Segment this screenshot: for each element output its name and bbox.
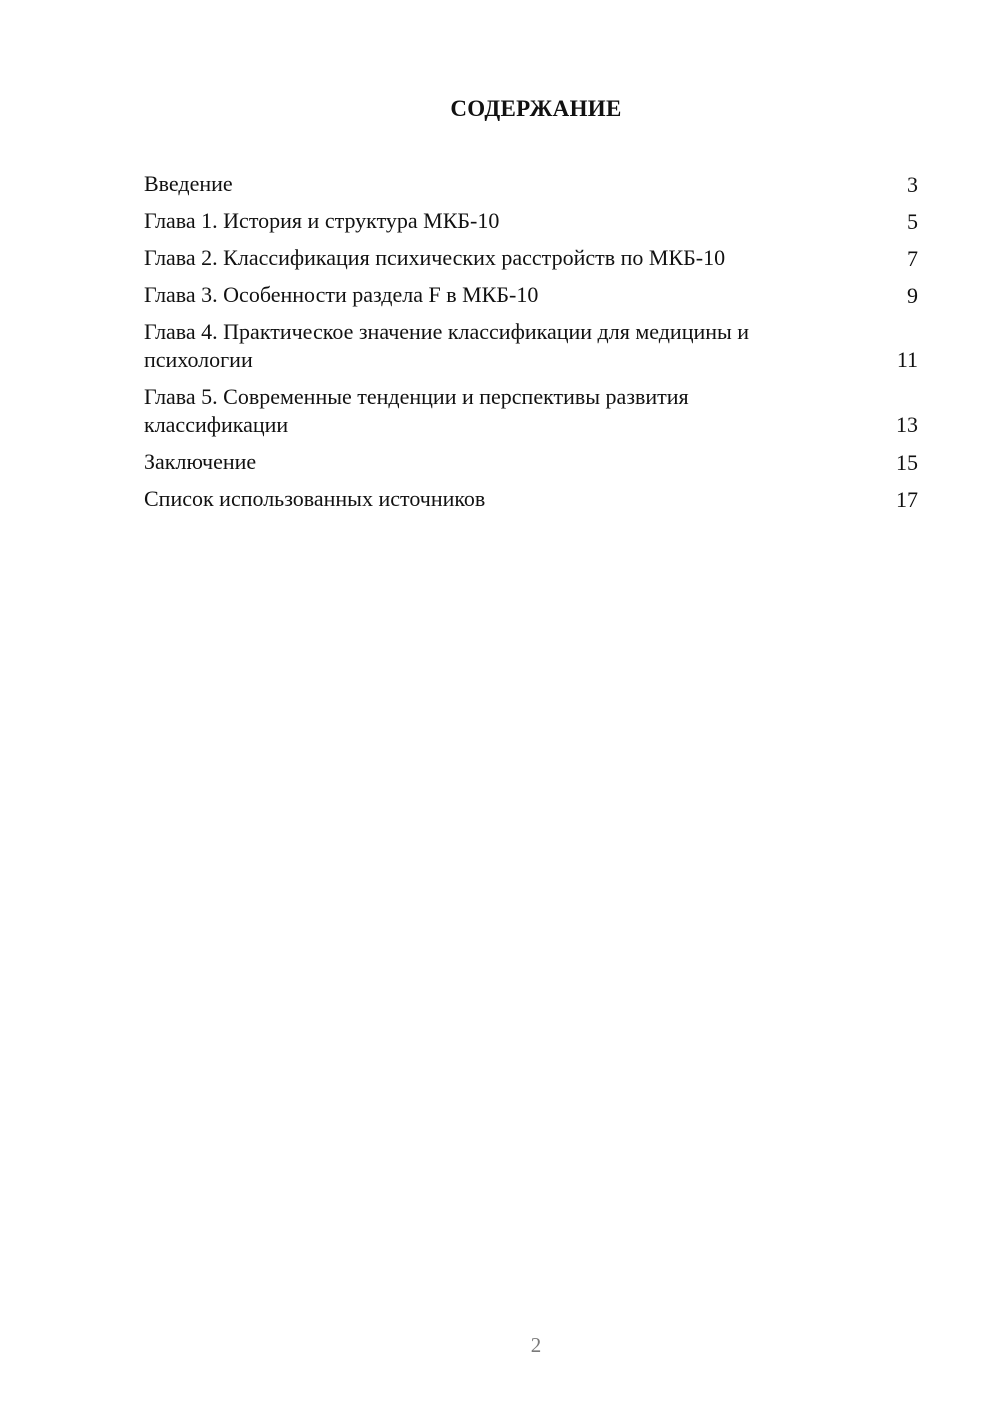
toc-entry-title: Глава 2. Классификация психических расстройств по МКБ-10 bbox=[144, 245, 726, 270]
toc-entry-chapter-2 bbox=[144, 244, 918, 281]
toc-entry-title: Глава 3. Особенности раздела F в МКБ-10 bbox=[144, 282, 539, 307]
page-title: СОДЕРЖАНИЕ bbox=[450, 96, 622, 121]
toc-entry-page: 15 bbox=[896, 450, 918, 475]
page-number: 2 bbox=[530, 1333, 542, 1357]
toc-entry-conclusion bbox=[144, 448, 918, 485]
toc-entry-title: Глава 1. История и структура МКБ-10 bbox=[144, 208, 500, 233]
toc-entry-chapter-4 bbox=[144, 318, 918, 383]
toc-entry-title: Список использованных источников bbox=[144, 486, 486, 511]
toc-entry-title: Заключение bbox=[144, 449, 257, 474]
toc-entry-page: 9 bbox=[907, 283, 918, 308]
toc-entry-title: Введение bbox=[144, 171, 233, 196]
toc-entry-page: 13 bbox=[896, 412, 918, 437]
toc-entry-title: Глава 5. Современные тенденции и перспективы развития классификации bbox=[144, 384, 689, 437]
toc-entry-page: 5 bbox=[907, 209, 918, 234]
toc-entry-chapter-1 bbox=[144, 207, 918, 244]
toc-entry-page: 7 bbox=[907, 246, 918, 271]
toc-entry-chapter-5 bbox=[144, 383, 918, 448]
toc-entry-references bbox=[144, 485, 918, 522]
toc-entry-page: 3 bbox=[907, 172, 918, 197]
toc-entry-introduction bbox=[144, 170, 918, 207]
table-of-contents bbox=[144, 170, 918, 522]
toc-entry-title: Глава 4. Практическое значение классификации для медицины и психологии bbox=[144, 319, 750, 372]
toc-entry-page: 11 bbox=[896, 347, 918, 372]
toc-entry-page: 17 bbox=[896, 487, 918, 512]
toc-entry-chapter-3 bbox=[144, 281, 918, 318]
